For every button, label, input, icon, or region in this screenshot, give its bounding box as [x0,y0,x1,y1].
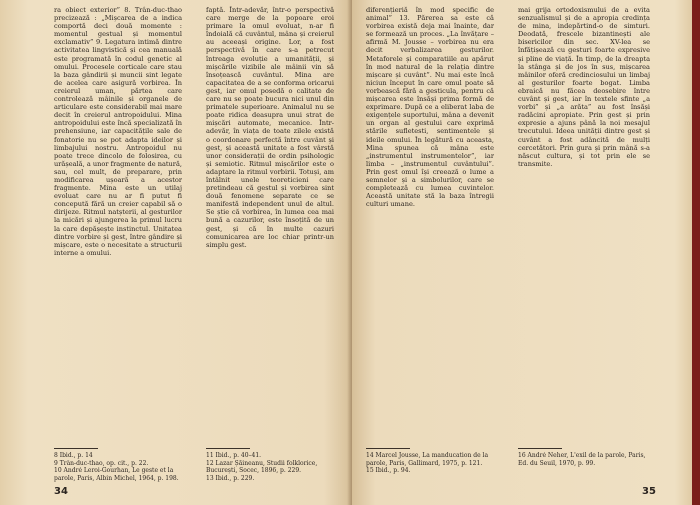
footnote: 16 André Neher, L'exil de la parole, Paris, Ed. du Seuil, 1970, p. 99. [518,452,646,467]
footnote: 8 Ibid., p. 14 [54,452,93,459]
footnote: 12 Lazar Șăineanu, Studii folklorice, București, Socec, 1896, p. 229. [206,459,318,475]
footnote: 9 Trân-duc-thao, op. cit., p. 22. [54,459,149,467]
page-number: 35 [642,486,656,497]
footnote: 15 Ibid., p. 94. [366,467,411,475]
footnote: 13 Ibid., p. 229. [206,474,255,482]
footnote: 10 André Leroi-Gourhan, Le geste et la parole, Paris, Albin Michel, 1964, p. 198. [54,467,179,482]
right-footnotes-col1 [366,452,494,475]
footnote: 14 Marcel Jousse, La manducation de la parole, Paris, Gallimard, 1975, p. 121. [366,452,489,467]
footnote-rule [518,448,562,449]
right-page [352,0,692,505]
left-page-column-1: ra obiect exterior” 8. Trân-duc-thao precizează : „Mișcarea de a indica comportă deci două momente : momentul gestual și momentul exclamativ” 9. Legatura intimă dintre activitatea lingvistică și cea manuală este programată în codul genetic al omului. Procesele corticale care stau la baza gândirii și muncii sint legate de acelea care asigură vorbirea. În creierul uman, părtea care controlează mâinile și organele de articulare este considerabil mai mare decit în creierul antropoidului. Mina antropoidului este încă specializată în prehensiune, iar capacitățile sale de fonatorie nu se pot adapta ideilor și limbajului nostru. Antropoidul nu poate trece dincolo de folosirea, cu urășeală, a unor fragmente de natură, sau, cel mult, de preparare, prin modificarea ușoară a acestor fragmente. Mina este un utilaj evoluat care nu ar fi putut fi concepută fără un creier capabil să o dirijeze. Ritmul natșterii, al gesturilor la micări și ajungerea la primul lucru la care depășește instinctul. Unitatea dintre vorbire și gest, între gândire și mișcare, este o necesitate a structurii interne a omului. [54,6,182,257]
left-footnotes-col1 [54,452,182,482]
right-page-column-1: diferențieriă în mod specific de animal” 13. Părerea sa este că vorbirea există deja mai înainte, dar se formează un proces. „La învățare – afirmă M. Jousse – vorbirea nu era decit verbalizarea gesturilor. Metaforele și comparatiile au apărut în mod natural de la relația dintre mișcare și cuvânt”. Nu mai este încă niciun început în care omul poate să vorbească fără a gesticula, pentru că mișcarea este însăși prima formă de exprimare. După ce a eliberat laba de exigențele suportului, mâna a devenit un organ al gestului care exprimă stările sufletesti, sentimentele și ideile omului. În legătură cu aceasta, Mina spunea că mâna este „instrumentul instrumentelor”, iar limba – „instrumentul cuvântului”. Prin gest omul își creează o lume a semnelor și a simbolurilor, care se completează cu lumea cuvintelor. Această unitate stă la baza întregii culturi umane. [366,6,494,209]
footnote: 11 Ibid., p. 40–41. [206,452,262,459]
footnote-rule [54,448,98,449]
footnote-rule [206,448,250,449]
left-footnotes-col2 [206,452,334,482]
right-footnotes-col2 [518,452,650,467]
footnote-rule [366,448,410,449]
right-page-column-2: mai grija ortodoxismului de a evita senzualismul și de a apropia credința de mina, indepărtind-o de simturi. Deodată, frescele bizantinești ale bisericilor din sec. XV-lea se înfățișează cu gesturi foarte expresive și pline de viață. În timp, de la dreapta la stânga și de jos în sus, mișcarea mâinilor oferă credinciosului un limbaj al gesturilor foarte bogat. Limba ebraică nu făcea deosebire între cuvânt și gest, iar în textele sfinte „a vorbi” și „a arăta” au fost însăși radăcini apropiate. Prin gest și prin expresie a ajuns până la noi mesajul trecutului. Ideea unității dintre gest și cuvânt a fost adâncită de mulți cercetători. Prin gura și prin mână s-a născut cultura, și tot prin ele se transmite. [518,6,650,168]
page-number: 34 [54,486,68,497]
left-page-column-2: faptă. Într-adevăr, într-o perspectivă care merge de la popoare eroi primare la omul evoluat, n-ar fi îndoială că cuvântul, mâna și creierul au aceeași origine. Lor, a fost perspectivă în care s-a petrecut întreaga evoluție a umanității, și mișcările vizibile ale mâinii vin să însoțească cuvântul. Mina are capacitatea de a se conforma oricarui gest, iar omul posedă o calitate de care nu se poate bucura nici unul din primatele superioare. Animalul nu se poate ridica deasupra unui strat de mișcări automate, mecanice. Într-adevăr, în viața de toate zilele există o coordonare perfectă între cuvânt și gest, și această unitate a fost vârstă unor considerații de ordin psihologic și semiotic. Ritmul mișcărilor este o adaptare la ritmul vorbirii. Totuși, am întâlnit unele teoreticieni care pretindeau că gestul și vorbirea sint două fenomene separate ce se manifestă independent unul de altul. Se știe că vorbirea, în lumea cea mai bună a cazurilor, este însoțită de un gest, și că în multe cazuri comunicarea are loc chiar printr-un simplu gest. [206,6,334,249]
